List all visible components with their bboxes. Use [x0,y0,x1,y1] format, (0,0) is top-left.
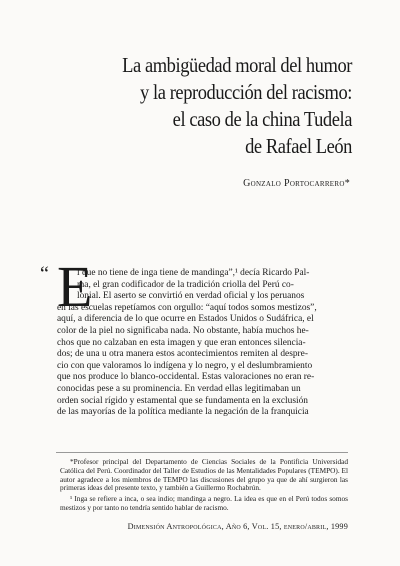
body-line: conocidas pese a su prominencia. En verdad ellas legitimaban un [57,383,301,394]
opening-quote-mark: “ [40,263,49,285]
title-line: de Rafael León [245,134,352,158]
body-paragraph [57,268,349,419]
article-title [77,52,352,160]
body-line: cio con que valoramos lo indígena y lo negro, y el deslumbramiento [57,360,313,371]
footnotes [60,458,348,515]
title-line: y la reproducción del racismo: [140,80,352,104]
footnote-author: *Profesor principal del Departamento de Ciencias Sociales de la Pontificia Universidad Católica del Perú. Coordinador del Taller de Estudios de las Mentalidades Populares (TEMPO). El autor agradece a los miembros de TEMPO las discusiones del grupo ya que de ahí surgieron las primeras ideas del presente texto, y también a Guillermo Rochabrún. [60,457,348,493]
body-line: aquí, a diferencia de lo que ocurre en Estados Unidos o Sudáfrica, el [57,314,314,325]
body-line: orden social rígido y estamental que se fundamenta en la exclusión [57,395,308,406]
body-line: chos que no calzaban en esta imagen y que eran entonces silencia- [57,337,306,348]
body-line: lonial. El aserto se convirtió en verdad oficial y los peruanos [77,291,305,302]
body-line: que nos produce lo blanco-occidental. Estas valoraciones no eran re- [57,372,315,383]
body-line: en las escuelas repetíamos con orgullo: “aquí todos somos mestizos”, [57,302,317,313]
body-line: de las mayorías de la política mediante la negación de la franquicia [57,407,309,418]
footnote-divider [56,452,348,453]
body-line: ma, el gran codificador de la tradición criolla del Perú co- [77,279,294,290]
journal-citation: Dimensión Antropológica, Año 6, Vol. 15, enero/abril, 1999 [127,522,348,531]
drop-cap: E [57,254,93,319]
author-name: Gonzalo Portocarrero* [243,178,350,189]
body-line: color de la piel no significaba nada. No obstante, había muchos he- [57,325,309,336]
body-line: dos; de una u otra manera estos acontecimientos remiten al despre- [57,349,308,360]
footnote-1: ¹ Inga se refiere a inca, o sea indio; mandinga a negro. La idea es que en el Perú todos somos mestizos y por tanto no tendría sentido hablar de racismo. [60,494,348,512]
title-line: La ambigüedad moral del humor [122,53,352,77]
body-line: l que no tiene de inga tiene de mandinga”,¹ decía Ricardo Pal- [77,268,310,278]
title-line: el caso de la china Tudela [172,107,352,131]
